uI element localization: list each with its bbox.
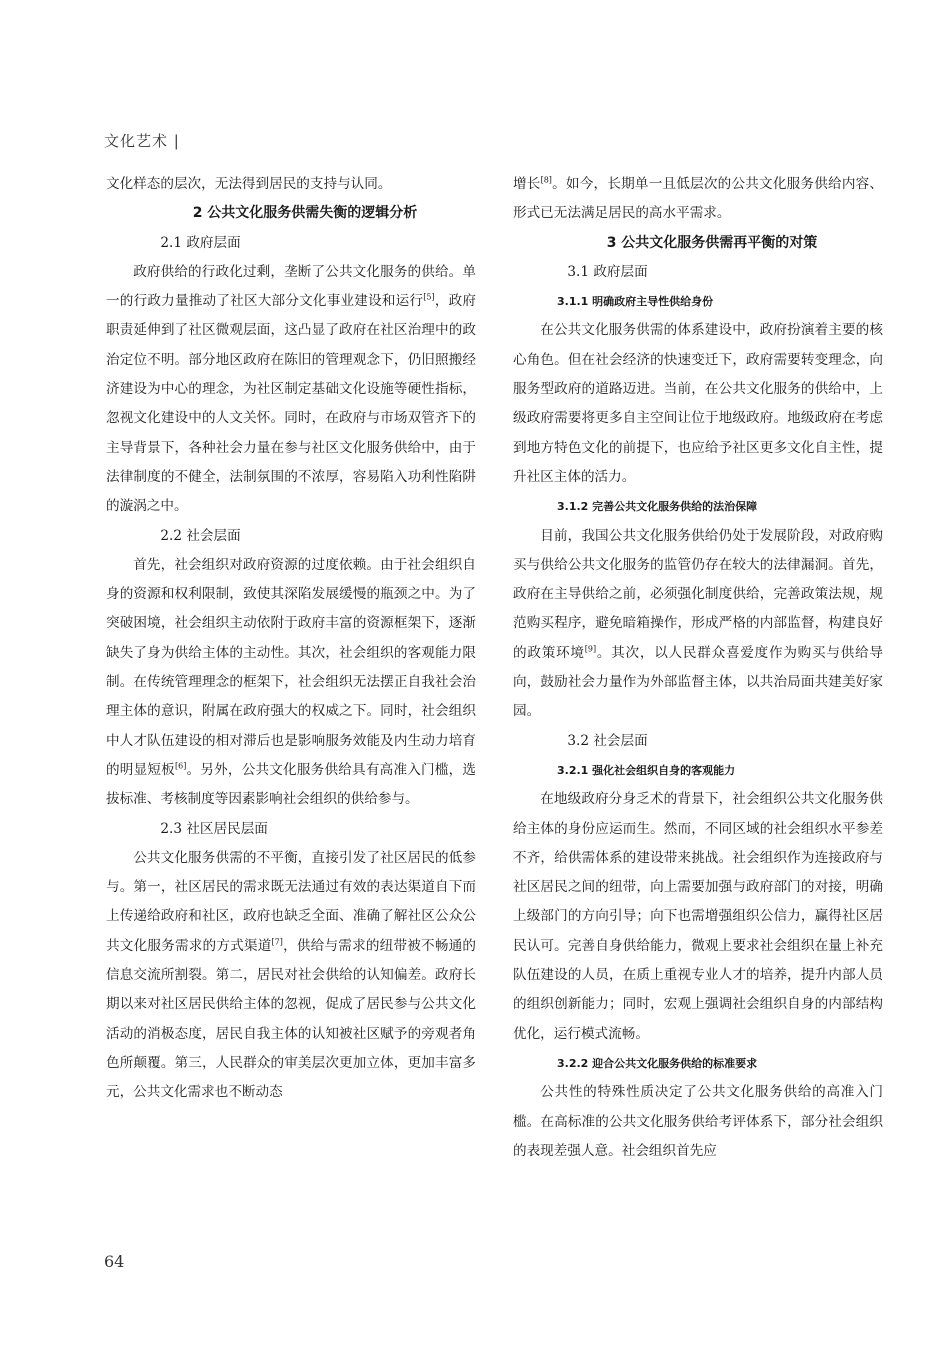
citation-ref: [6] — [174, 761, 187, 771]
right-column — [513, 170, 883, 1166]
text-run: 。另外，公共文化服务供给具有高准入门槛，选拔标准、考核制度等因素影响社会组织的供给参与。 — [106, 761, 477, 808]
text-run: 政府供给的行政化过剩，垄断了公共文化服务的供给。单一的行政力量推动了社区大部分文化事业建设和运行 — [106, 263, 476, 310]
paragraph — [106, 258, 476, 522]
paragraph — [513, 170, 883, 229]
citation-ref: [5] — [423, 292, 435, 302]
section-heading: 3 公共文化服务供需再平衡的对策 — [606, 234, 818, 251]
text-run: 首先，社会组织对政府资源的过度依赖。由于社会组织自身的资源和权利限制，致使其深陷发展缓慢的瓶颈之中。为了突破困境，社会组织主动依附于政府丰富的资源框架下，逐渐缺失了身为供给主体的主动性。其次，社会组织的客观能力限制。在传统管理理念的框架下，社会组织无法摆正自我社会治理主体的意识，附属在政府强大的权威之下。同时，社会组织中人才队伍建设的相对滞后也是影响服务效能及内生动力培育的明显短板 — [106, 556, 476, 778]
paragraph — [106, 551, 476, 815]
text-run: 增长 — [513, 176, 541, 192]
text-run: 公共文化服务供需的不平衡，直接引发了社区居民的低参与。第一，社区居民的需求既无法通过有效的表达渠道自下而上传递给政府和社区，政府也缺乏全面、准确了解社区公众公共文化服务需求的方式渠道 — [106, 849, 476, 954]
citation-ref: [9] — [584, 644, 597, 654]
text-run: ，供给与需求的纽带被不畅通的信息交流所割裂。第二，居民对社会供给的认知偏差。政府长期以来对社区居民供给主体的忽视，促成了居民参与公共文化活动的消极态度，居民自我主体的认知被社区赋予的旁观者角色所颠覆。第三，人民群众的审美层次更加立体，更加丰富多元，公共文化需求也不断动态 — [106, 937, 477, 1101]
journal-section-header: 文化艺术 | — [104, 132, 180, 150]
page-number: 64 — [104, 1252, 125, 1271]
paragraph: 文化样态的层次，无法得到居民的支持与认同。 — [106, 176, 392, 192]
subsubsection-heading: 3.1.1 明确政府主导性供给身份 — [557, 295, 714, 309]
subsection-heading: 2.1 政府层面 — [160, 234, 241, 251]
text-run: 。其次，以人民群众喜爱度作为购买与供给导向，鼓励社会力量作为外部监督主体，以共治局面共建美好家园。 — [513, 644, 884, 720]
subsection-heading: 2.2 社会层面 — [160, 527, 241, 544]
subsubsection-heading: 3.1.2 完善公共文化服务供给的法治保障 — [557, 500, 758, 514]
paragraph: 公共性的特殊性质决定了公共文化服务供给的高准入门槛。在高标准的公共文化服务供给考评体系下，部分社会组织的表现差强人意。社会组织首先应 — [513, 1084, 883, 1159]
subsection-heading: 2.3 社区居民层面 — [160, 820, 268, 837]
paragraph — [106, 844, 476, 1108]
paragraph: 在地级政府分身乏术的背景下，社会组织公共文化服务供给主体的身份应运而生。然而，不同区域的社会组织水平参差不齐，给供需体系的建设带来挑战。社会组织作为连接政府与社区居民之间的纽带，向上需要加强与政府部门的对接，明确上级部门的方向引导；向下也需增强组织公信力，赢得社区居民认可。完善自身供给能力，微观上要求社会组织在量上补充队伍建设的人员，在质上重视专业人才的培养，提升内部人员的组织创新能力；同时，宏观上强调社会组织自身的内部结构优化，运行模式流畅。 — [513, 791, 883, 1042]
citation-ref: [8] — [540, 175, 552, 185]
section-heading: 2 公共文化服务供需失衡的逻辑分析 — [192, 205, 418, 222]
subsubsection-heading: 3.2.1 强化社会组织自身的客观能力 — [557, 763, 736, 777]
citation-ref: [7] — [271, 937, 283, 947]
subsection-heading: 3.1 政府层面 — [567, 263, 648, 280]
subsection-heading: 3.2 社会层面 — [567, 732, 648, 749]
text-run: 目前，我国公共文化服务供给仍处于发展阶段，对政府购买与供给公共文化服务的监管仍存在较大的法律漏洞。首先，政府在主导供给之前，必须强化制度供给，完善政策法规，规范购买程序，避免暗箱操作，形成严格的内部监督，构建良好的政策环境 — [513, 527, 883, 661]
left-column — [106, 170, 476, 1108]
text-run: ，政府职责延伸到了社区微观层面，这凸显了政府在社区治理中的政治定位不明。部分地区政府在陈旧的管理观念下，仍旧照搬经济建设为中心的理念，为社区制定基础文化设施等硬性指标，忽视文化建设中的人文关怀。同时，在政府与市场双管齐下的主导背景下，各种社会力量在参与社区文化服务供给中，由于法律制度的不健全，法制氛围的不浓厚，容易陷入功利性陷阱的漩涡之中。 — [106, 293, 477, 515]
paragraph: 在公共文化服务供需的体系建设中，政府扮演着主要的核心角色。但在社会经济的快速变迁下，政府需要转变理念，向服务型政府的道路迈进。当前，在公共文化服务的供给中，上级政府需要将更多自主空间让位于地级政府。地级政府在考虑到地方特色文化的前提下，也应给予社区更多文化自主性，提升社区主体的活力。 — [513, 322, 883, 485]
subsubsection-heading: 3.2.2 迎合公共文化服务供给的标准要求 — [557, 1056, 758, 1070]
text-run: 。如今，长期单一且低层次的公共文化服务供给内容、形式已无法满足居民的高水平需求。 — [513, 176, 884, 222]
paragraph — [513, 522, 883, 727]
